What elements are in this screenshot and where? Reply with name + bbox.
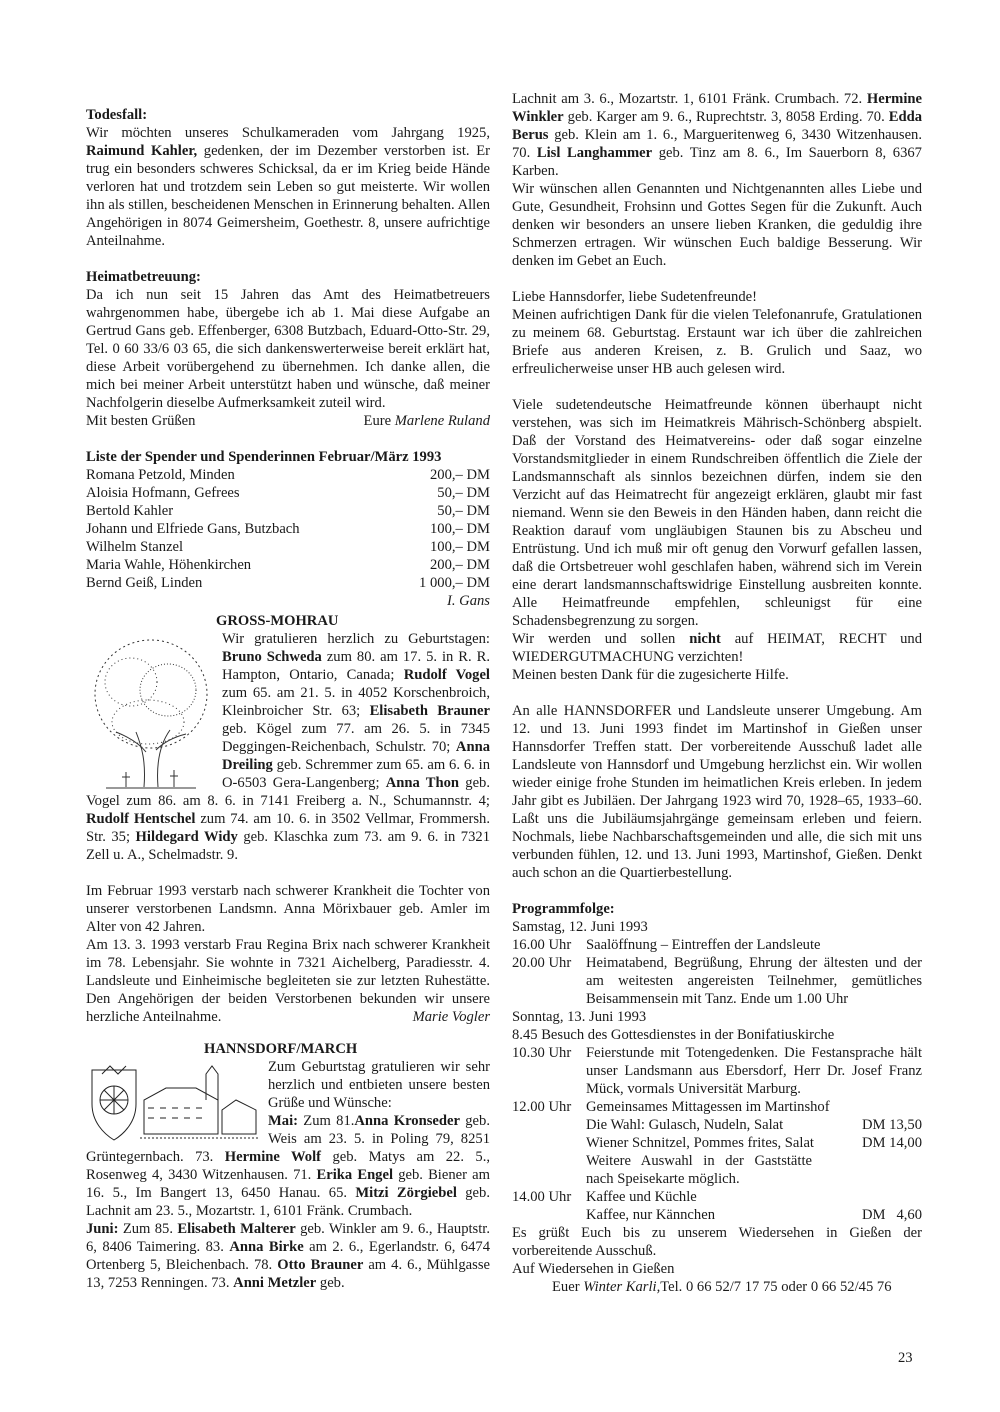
- closing-signature: Euer Winter Karli,Tel. 0 66 52/7 17 75 oder 0 66 52/45 76: [552, 1279, 892, 1295]
- coat-of-arms-and-castle-icon: [86, 1060, 262, 1144]
- program-item: 20.00 Uhr Heimatabend, Begrüßung, Ehrung der ältesten und der am weitesten angereisten Teilnehmer, gemütliches Beisammensein mit Tanz. Ende um 1.00 Uhr: [512, 955, 922, 1007]
- spender-row: [86, 484, 490, 502]
- heimat-text: Da ich nun seit 15 Jahren das Amt des Heimatbetreuers wahrgenommen habe, übergebe ich ab 1. Mai diese Aufgabe an Gertrud Gans geb. Effenberger, 6308 Butzbach, Eduard-Otto-Str. 29, Tel. 0 60 33/6 03 65, die sich dankenswerterweise bereit erklärt hat, diese Arbeit vorübergehend zu übernehmen. Ich danke allen, die mich bei meiner Arbeit unterstützt haben und wünsche, daß meiner Nachfolgerin dieselbe Aufmerksamkeit zuteil wird.: [86, 287, 490, 411]
- mohrau-heading: GROSS-MOHRAU: [216, 613, 339, 629]
- heimat-heading: Heimatbetreuung:: [86, 269, 201, 285]
- program-item: 16.00 Uhr Saalöffnung – Eintreffen der Landsleute: [512, 937, 821, 953]
- mohrau-text: Wir gratulieren herzlich zu Geburtstagen: Bruno Schweda zum 80. am 17. 5. in R. R. Hampton, Ontario, Canada; Rudolf Vogel zum 65. am 21. 5. in 4052 Korschenbroich, Kleinbroicher Str. 63; Elisabeth Brauner geb. Kögel zum 77. am 26. 5. in 7345 Deggingen-Reichenbach, Schulstr. 70; Anna Dreiling geb. Schremmer zum 65. am 6. 6. in O-6503 Gera-Langenberg; Anna Thon geb. Vogel zum 86. am 8. 6. in 7141 Freiberg a. N., Schumannstr. 4; Rudolf Hentschel zum 74. am 10. 6. in 3502 Vellmar, Frommersh. Str. 35; Hildegard Widy geb. Klaschka zum 73. am 9. 6. in 7321 Zell u. A., Schelmadstr. 9.: [86, 631, 491, 863]
- menu-row: Die Wahl: Gulasch, Nudeln, Salat DM 13,50: [586, 1117, 922, 1133]
- spender-row: [86, 556, 490, 574]
- menu-row: Wiener Schnitzel, Pommes frites, Salat DM 14,00: [586, 1135, 922, 1151]
- spender-name: Bernd Geiß, Linden: [86, 575, 203, 591]
- program-item: 10.30 Uhr Feierstunde mit Totengedenken. Die Festansprache hält unser Landsmann aus Ebersdorf, Herr Dr. Josef Franz Mück, vormals Universität Marburg.: [512, 1045, 922, 1097]
- heimat-signature: Mit besten Grüßen Eure Marlene Ruland: [86, 413, 490, 429]
- spender-amount: 200,– DM: [430, 467, 490, 483]
- hannsdorf-text: Zum Geburtstag gratulieren wir sehr herzlich und entbieten unsere besten Grüße und Wünsche: Mai: Zum 81.Anna Kronseder geb. Weis am 23. 5. in Poling 79, 8251 Grüntegernbach. 73. Hermine Wolf geb. Matys am 22. 5., Rosenweg 4, 3430 Witzenhausen. 71. Erika Engel geb. Biener am 16. 5., Im Bangert 13, 6450 Hanau. 65. Mitzi Zörgiebel geb. Lachnit am 23. 5., Mozartstr. 1, 6101 Fränk. Crumbach. Juni: Zum 85. Elisabeth Malterer geb. Winkler am 9. 6., Hauptstr. 6, 8406 Taimering. 83. Anna Birke am 2. 6., Egerlandstr. 6, 6474 Ortenberg 5, Bleichenbach. 78. Otto Brauner am 4. 6., Mühlgasse 13, 7253 Renningen. 73. Anni Metzler geb.: [86, 1059, 491, 1291]
- liebe-text: Meinen aufrichtigen Dank für die vielen Telefonanrufe, Gratulationen zu meinem 68. Geburtstag. Erstaunt war ich über die zahlreichen Briefe aus anderen Kreisen, z. B. Grulich und Saaz, wo erfreulicherweise unser HB auch gelesen wird.: [512, 307, 922, 377]
- spender-amount: 200,– DM: [430, 557, 490, 573]
- spender-row: [86, 538, 490, 556]
- section-programm: [512, 900, 922, 1224]
- programm-sunday: Sonntag, 13. Juni 1993: [512, 1009, 647, 1025]
- spender-name: Bertold Kahler: [86, 503, 174, 519]
- section-hannsdorf: [86, 1040, 490, 1292]
- section-spender: [86, 448, 490, 610]
- viele-appeal: Wir werden und sollen nicht auf HEIMAT, RECHT und WIEDERGUTMACHUNG verzichten!: [512, 631, 923, 665]
- program-item: 14.00 Uhr Kaffee und Küchle: [512, 1189, 697, 1205]
- section-nachruf: [86, 882, 490, 1026]
- viele-text: Viele sudetendeutsche Heimatfreunde können überhaupt nicht verstehen, was sich im Heimatkreis Mährisch-Schönberg abspielt. Daß der Vorstand des Heimatvereins- oder daß sogar einzelne Vorstandsmitglieder in einem Rundschreiben öffentlich die Ziele der Landsmannschaft als sinnlos bezeichnen dürfen, indem sie den Verzicht auf das Heimatrecht für angezeigt erklären, glaubt mir fast niemand. Wenn sie den Beweis in den Händen haben, dann reicht die Reaktion darauf vom ungläubigen Staunen bis zu Abscheu und Entrüstung. Und ich muß mir oft genug den Vorwurf gefallen lassen, daß die Ortsbetreuer wohl geschlafen haben, während sich im Verein eine derart landsmannschaftswidrige Einstellung ausbreiten konnte. Alle Heimatfreunde empfehlen, schleunigst für eine Schadensbegrenzung zu sorgen.: [512, 397, 922, 629]
- programm-saturday: Samstag, 12. Juni 1993: [512, 919, 648, 935]
- spender-row: [86, 520, 490, 538]
- programm-heading: Programmfolge:: [512, 901, 615, 917]
- menu-row: Kaffee, nur Kännchen DM 4,60: [586, 1207, 922, 1223]
- spender-amount: 100,– DM: [430, 521, 490, 537]
- spender-name: Maria Wahle, Höhenkirchen: [86, 557, 252, 573]
- spender-name: Johann und Elfriede Gans, Butzbach: [86, 521, 300, 537]
- section-gross-mohrau: [86, 612, 490, 864]
- todesfall-heading: Todesfall:: [86, 107, 148, 123]
- spender-name: Wilhelm Stanzel: [86, 539, 184, 555]
- closing-2: Auf Wiedersehen in Gießen: [512, 1261, 675, 1277]
- spender-list: [86, 466, 490, 592]
- right-column: [512, 90, 922, 1296]
- spender-amount: 100,– DM: [430, 539, 490, 555]
- liebe-greeting: Liebe Hannsdorfer, liebe Sudetenfreunde!: [512, 289, 757, 305]
- section-todesfall: [86, 106, 490, 250]
- closing-1: Es grüßt Euch bis zu unserem Wiedersehen in Gießen der vorbereitende Ausschuß.: [512, 1225, 922, 1259]
- spender-amount: 50,– DM: [437, 485, 490, 501]
- menu-more: Weitere Auswahl in der Gaststätte nach Speisekarte möglich.: [586, 1153, 812, 1187]
- spender-amount: 50,– DM: [437, 503, 490, 519]
- spender-row: [86, 502, 490, 520]
- nachruf-p2: Am 13. 3. 1993 verstarb Frau Regina Brix nach schwerer Krankheit im 78. Lebensjahr. Sie wohnte in 7321 Aichelberg, Paradiesstr. 4. Landsleute und Einheimische begleiteten sie zur letzten Ruhestätte. Den Angehörigen der beiden Verstorbenen bekunden wir unsere herzliche Anteilnahme. Marie Vogler: [86, 937, 490, 1025]
- tree-illustration-icon: [86, 632, 216, 792]
- section-heimatbetreuung: [86, 268, 490, 430]
- spender-name: Aloisia Hofmann, Gefrees: [86, 485, 240, 501]
- todesfall-text: Wir möchten unseres Schulkameraden vom Jahrgang 1925, Raimund Kahler, gedenken, der im Dezember verstorben ist. Er trug ein besonders schweres Schicksal, da er im Krieg beide Hände verloren hat und trotzdem sein Leben so gut meisterte. Wir wollen ihn als stillen, bescheidenen Menschen in Erinnerung behalten. Allen Angehörigen in 8074 Geimersheim, Goethestr. 8, unsere aufrichtige Anteilnahme.: [86, 125, 490, 249]
- left-column: [86, 106, 490, 1292]
- spender-heading: Liste der Spender und Spenderinnen Februar/März 1993: [86, 449, 442, 465]
- viele-thanks: Meinen besten Dank für die zugesicherte Hilfe.: [512, 667, 789, 683]
- spender-row: [86, 466, 490, 484]
- page-number: 23: [898, 1350, 913, 1366]
- spender-row: [86, 574, 490, 592]
- programm-gottesdienst: 8.45 Besuch des Gottesdienstes in der Bonifatiuskirche: [512, 1027, 835, 1043]
- treffen-text: An alle HANNSDORFER und Landsleute unserer Umgebung. Am 12. und 13. Juni 1993 findet im Martinshof in Gießen unser Hannsdorfer Treffen statt. Der vorbereitende Ausschuß ladet alle Landsleute von Hannsdorf und Umgebung herzlichst ein. Wir wollen wieder einige frohe Stunden im heimatlichen Kreis erleben. In jedem Jahr gibt es Jubiläen. Der Jahrgang 1923 wird 70, 1928–65, 1933–60. Laßt uns die Jubiläumsjahrgänge gemeinsam erleben und feiern. Nochmals, liebe Nachbarschaftsgemeinden und alle, die sich mit uns verbunden fühlen, 12. und 13. Juni 1993, Martinshof, Gießen. Denkt auch schon an die Quartierbestellung.: [512, 703, 922, 881]
- wish-text: Wir wünschen allen Genannten und Nichtgenannten alles Liebe und Gute, Gesundheit, Frohsinn und Gottes Segen für die Zukunft. Auch denken wir besonders an unsere lieben Kranken, die geduldig ihre Schmerzen ertragen. Wir wünschen Euch baldige Besserung. Wir denken im Gebet an Euch.: [512, 181, 922, 269]
- spender-sign: I. Gans: [447, 593, 490, 609]
- spender-amount: 1 000,– DM: [419, 575, 490, 591]
- hannsdorf-continued: Lachnit am 3. 6., Mozartstr. 1, 6101 Fränk. Crumbach. 72. Hermine Winkler geb. Karger am 9. 6., Ruprechtstr. 3, 8058 Erding. 70. Edda Berus geb. Klein am 1. 6., Margueritenweg 6, 3430 Witzenhausen. 70. Lisl Langhammer geb. Tinz am 8. 6., Im Sauerborn 8, 6367 Karben.: [512, 91, 923, 179]
- spender-name: Romana Petzold, Minden: [86, 467, 235, 483]
- nachruf-p1: Im Februar 1993 verstarb nach schwerer Krankheit die Tochter von unserer verstorbenen Landsmn. Anna Mörixbauer geb. Amler im Alter von 42 Jahren.: [86, 883, 490, 935]
- program-item: 12.00 Uhr Gemeinsames Mittagessen im Martinshof: [512, 1099, 830, 1115]
- hannsdorf-heading: HANNSDORF/MARCH: [204, 1041, 358, 1057]
